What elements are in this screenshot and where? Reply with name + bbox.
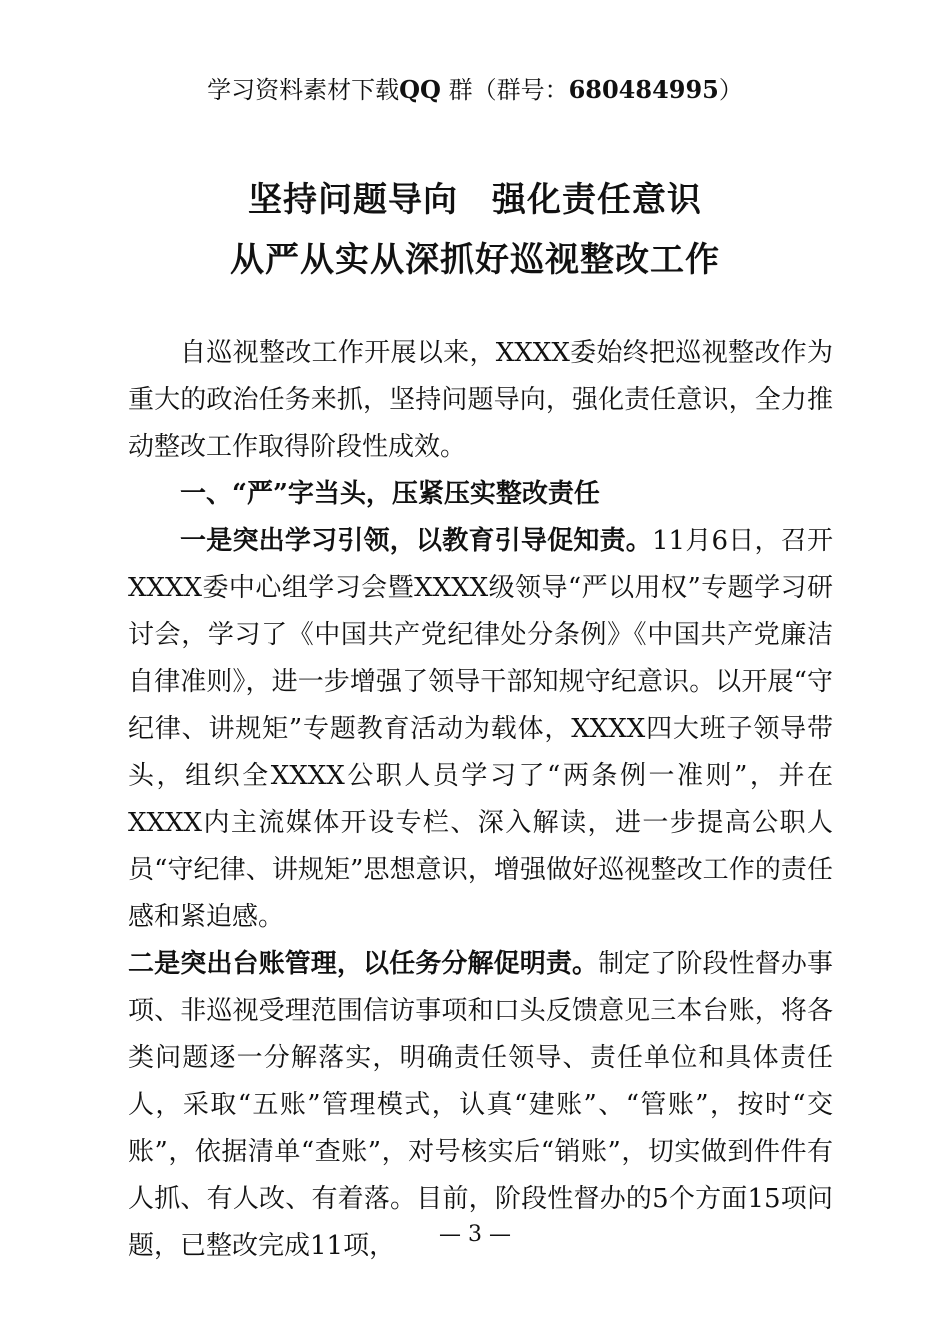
header-prefix: 学习资料素材下载 [207, 76, 400, 104]
paragraph-1-lead: 一是突出学习引领，以教育引导促知责。 [180, 526, 653, 556]
intro-paragraph: 自巡视整改工作开展以来，XXXX委始终把巡视整改作为重大的政治任务来抓，坚持问题导向，强化责任意识，全力推动整改工作取得阶段性成效。 [128, 338, 833, 462]
page-number: — 3 — [439, 1222, 511, 1247]
title-line-1 [0, 172, 950, 228]
title-line-2: 从严从实从深抓好巡视整改工作 [230, 240, 720, 280]
header-suffix: ） [718, 76, 743, 104]
title-part-b: 强化责任意识 [492, 180, 702, 220]
section-heading-1: 一、“严”字当头，压紧压实整改责任 [180, 479, 600, 509]
document-body [128, 330, 833, 1270]
paragraph-2-text: 制定了阶段性督办事项、非巡视受理范围信访事项和口头反馈意见三本台账，将各类问题逐一分解落实，明确责任领导、责任单位和具体责任人，采取“五账”管理模式，认真“建账”、“管账”，按时“交账”，依据清单“查账”，对号核实后“销账”，切实做到件件有人抓、有人改、有着落。目前，阶段性督办的5个方面15项问题，已整改完成11项， [128, 949, 833, 1261]
header-line [0, 70, 950, 110]
paragraph-2-lead: 二是突出台账管理，以任务分解促明责。 [128, 949, 599, 979]
paragraph-1-text: 11月6日，召开XXXX委中心组学习会暨XXXX级领导“严以用权”专题学习研讨会，学习了《中国共产党纪律处分条例》《中国共产党廉洁自律准则》，进一步增强了领导干部知规守纪意识。以开展“守纪律、讲规矩”专题教育活动为载体，XXXX四大班子领导带头，组织全XXXX公职人员学习了“两条例一准则”，并在XXXX内主流媒体开设专栏、深入解读，进一步提高公职人员“守纪律、讲规矩”思想意识，增强做好巡视整改工作的责任感和紧迫感。 [128, 526, 833, 932]
header-number: 680484995 [568, 75, 719, 104]
paragraph-1 [128, 518, 833, 941]
header-group: 群（群号： [448, 76, 569, 104]
header-qq: QQ [399, 75, 441, 104]
title-part-a: 坚持问题导向 [248, 180, 458, 220]
